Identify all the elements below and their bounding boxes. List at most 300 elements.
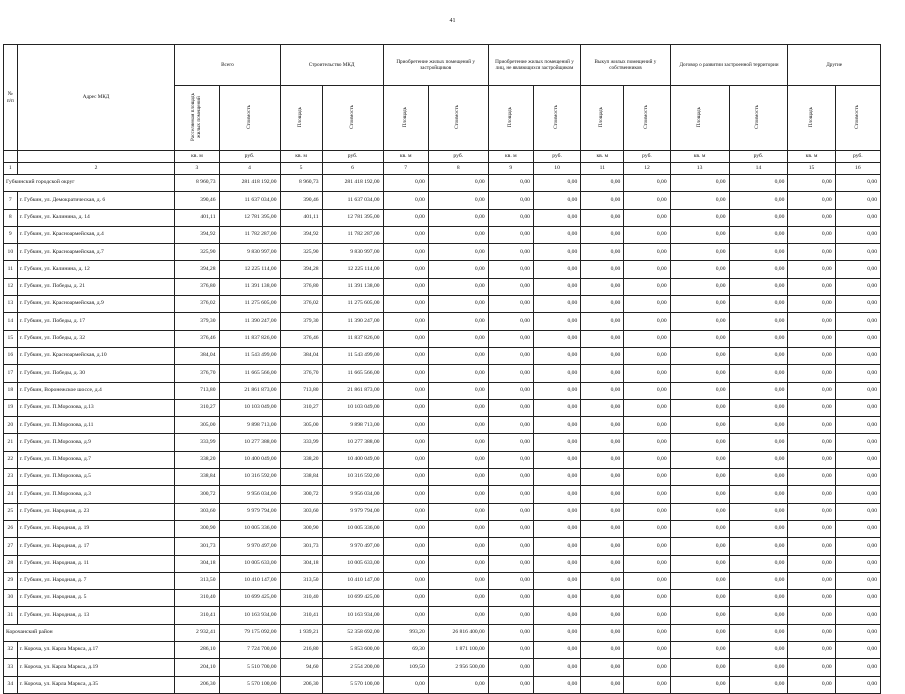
value-cell: 0,00 [581,313,624,330]
unit-cell: руб. [428,151,488,163]
value-cell: 0,00 [729,469,788,486]
value-cell: 0,00 [533,503,580,520]
value-cell: 0,00 [624,261,670,278]
value-cell: 286,10 [175,642,219,659]
value-cell: 0,00 [624,451,670,468]
value-cell: 0,00 [488,503,533,520]
value-cell: 0,00 [788,278,835,295]
row-address: г. Губкин, ул. Красноармейская, д.10 [17,347,175,364]
row-address: г. Губкин, ул. Народная, д. 17 [17,538,175,555]
header-subcolumn-label: Стоимость [643,104,649,129]
value-cell: 0,00 [788,607,835,624]
value-cell: 10 163 934,00 [219,607,280,624]
value-cell: 0,00 [428,417,488,434]
value-cell: 401,11 [280,209,322,226]
value-cell: 401,11 [175,209,219,226]
value-cell: 0,00 [533,642,580,659]
value-cell: 0,00 [488,192,533,209]
value-cell: 0,00 [624,399,670,416]
value-cell: 0,00 [624,503,670,520]
header-subcolumn-label: Площадь [506,106,513,127]
value-cell: 69,30 [383,642,428,659]
value-cell: 10 410 147,00 [322,572,383,589]
table-row [4,226,881,243]
unit-cell: кв. м [383,151,428,163]
row-address: г. Губкин, ул. П.Морозова, д.9 [17,434,175,451]
value-cell: 301,73 [280,538,322,555]
value-cell: 0,00 [428,520,488,537]
value-cell: 338,84 [175,469,219,486]
header-subcolumn [322,86,383,151]
value-cell: 0,00 [670,503,729,520]
value-cell: 384,04 [280,347,322,364]
value-cell: 0,00 [624,347,670,364]
value-cell: 0,00 [788,261,835,278]
value-cell: 0,00 [533,313,580,330]
value-cell: 0,00 [581,676,624,693]
value-cell: 0,00 [624,676,670,693]
value-cell: 0,00 [835,278,880,295]
value-cell: 0,00 [428,382,488,399]
value-cell: 0,00 [383,434,428,451]
value-cell: 12 781 395,00 [322,209,383,226]
row-number: 30 [4,590,18,607]
value-cell: 0,00 [835,296,880,313]
row-number: 14 [4,313,18,330]
value-cell: 0,00 [383,572,428,589]
value-cell: 11 275 605,00 [322,296,383,313]
header-subcolumn [280,86,322,151]
value-cell: 0,00 [624,590,670,607]
value-cell: 0,00 [835,175,880,192]
value-cell: 8 960,73 [175,175,219,192]
row-number: 21 [4,434,18,451]
value-cell: 11 837 826,00 [219,330,280,347]
value-cell: 10 005 336,00 [219,520,280,537]
value-cell: 0,00 [533,226,580,243]
value-cell: 0,00 [835,555,880,572]
header-row-column-numbers [4,163,881,175]
value-cell: 0,00 [581,175,624,192]
value-cell: 5 570 100,00 [322,676,383,693]
value-cell: 0,00 [788,434,835,451]
value-cell: 0,00 [581,624,624,641]
value-cell: 0,00 [729,434,788,451]
value-cell: 304,18 [175,555,219,572]
value-cell: 310,27 [175,399,219,416]
value-cell: 0,00 [488,642,533,659]
value-cell: 0,00 [488,313,533,330]
unit-cell-empty [17,151,175,163]
value-cell: 313,50 [175,572,219,589]
row-address: г. Губкин, ул. Победы, д. 32 [17,330,175,347]
value-cell: 390,46 [175,192,219,209]
value-cell: 2 956 500,00 [428,659,488,676]
value-cell: 206,30 [280,676,322,693]
value-cell: 281 418 192,00 [219,175,280,192]
row-number: 7 [4,192,18,209]
value-cell: 0,00 [488,538,533,555]
row-number: 11 [4,261,18,278]
value-cell: 0,00 [729,296,788,313]
value-cell: 0,00 [488,296,533,313]
value-cell: 0,00 [670,451,729,468]
table-row [4,278,881,295]
value-cell: 0,00 [835,330,880,347]
value-cell: 0,00 [729,365,788,382]
unit-cell: руб. [624,151,670,163]
value-cell: 0,00 [729,399,788,416]
value-cell: 0,00 [488,382,533,399]
value-cell: 0,00 [788,347,835,364]
value-cell: 0,00 [835,503,880,520]
header-subcolumn [729,86,788,151]
value-cell: 0,00 [383,278,428,295]
row-address: г. Губкин, ул. Красноармейская, д.4 [17,226,175,243]
value-cell: 0,00 [624,538,670,555]
value-cell: 0,00 [624,365,670,382]
value-cell: 0,00 [729,244,788,261]
table-row [4,347,881,364]
row-address: г. Губкин, ул. Красноармейская, д.9 [17,296,175,313]
table-row [4,659,881,676]
value-cell: 0,00 [428,278,488,295]
value-cell: 0,00 [835,209,880,226]
row-address: г. Губкин, ул. Народная, д. 23 [17,503,175,520]
value-cell: 0,00 [624,278,670,295]
district-name: Губкинский городской округ [4,175,175,192]
value-cell: 11 391 138,00 [219,278,280,295]
table-row [4,296,881,313]
row-address: г. Губкин, ул. Народная, д. 11 [17,555,175,572]
row-number: 26 [4,520,18,537]
value-cell: 10 316 592,00 [322,469,383,486]
value-cell: 0,00 [624,642,670,659]
value-cell: 0,00 [835,590,880,607]
value-cell: 0,00 [670,486,729,503]
value-cell: 0,00 [729,347,788,364]
row-address: г. Губкин, ул. П.Морозова, д.3 [17,486,175,503]
table-row [4,313,881,330]
value-cell: 0,00 [533,417,580,434]
value-cell: 0,00 [581,226,624,243]
value-cell: 310,27 [280,399,322,416]
value-cell: 0,00 [428,469,488,486]
header-subcolumn [533,86,580,151]
value-cell: 0,00 [624,659,670,676]
value-cell: 0,00 [624,313,670,330]
value-cell: 310,40 [280,590,322,607]
value-cell: 11 637 034,00 [322,192,383,209]
value-cell: 0,00 [581,555,624,572]
column-number: 6 [322,163,383,175]
value-cell: 0,00 [581,642,624,659]
value-cell: 9 979 794,00 [322,503,383,520]
row-number: 13 [4,296,18,313]
value-cell: 0,00 [581,538,624,555]
value-cell: 0,00 [835,261,880,278]
column-number: 12 [624,163,670,175]
value-cell: 394,28 [280,261,322,278]
value-cell: 0,00 [788,520,835,537]
value-cell: 333,99 [175,434,219,451]
value-cell: 0,00 [383,244,428,261]
value-cell: 281 418 192,00 [322,175,383,192]
value-cell: 0,00 [533,175,580,192]
value-cell: 0,00 [488,330,533,347]
header-subcolumn-label: Площадь [695,106,702,127]
row-address: г. Короча, ул. Карла Маркса, д.19 [17,659,175,676]
value-cell: 0,00 [428,399,488,416]
value-cell: 0,00 [533,624,580,641]
value-cell: 0,00 [428,244,488,261]
value-cell: 0,00 [624,226,670,243]
value-cell: 0,00 [533,261,580,278]
value-cell: 0,00 [788,642,835,659]
column-number: 15 [788,163,835,175]
header-group: Другие [788,45,881,86]
unit-cell: кв. м [788,151,835,163]
value-cell: 0,00 [383,607,428,624]
value-cell: 0,00 [835,382,880,399]
row-number: 29 [4,572,18,589]
value-cell: 0,00 [788,382,835,399]
row-address: г. Губкин, ул. Калинина, д. 14 [17,209,175,226]
row-number: 8 [4,209,18,226]
value-cell: 0,00 [488,520,533,537]
row-number: 20 [4,417,18,434]
value-cell: 0,00 [835,365,880,382]
value-cell: 0,00 [670,417,729,434]
value-cell: 9 979 794,00 [219,503,280,520]
value-cell: 0,00 [835,192,880,209]
column-number: 8 [428,163,488,175]
value-cell: 0,00 [624,244,670,261]
value-cell: 0,00 [624,520,670,537]
value-cell: 0,00 [428,261,488,278]
value-cell: 0,00 [624,330,670,347]
column-number: 1 [4,163,18,175]
value-cell: 376,46 [175,330,219,347]
value-cell: 0,00 [835,399,880,416]
value-cell: 0,00 [729,278,788,295]
table-row [4,261,881,278]
value-cell: 0,00 [488,451,533,468]
value-cell: 0,00 [835,642,880,659]
value-cell: 0,00 [383,486,428,503]
value-cell: 0,00 [428,365,488,382]
table-row [4,607,881,624]
row-number: 24 [4,486,18,503]
table-row [4,330,881,347]
value-cell: 0,00 [581,382,624,399]
value-cell: 0,00 [428,209,488,226]
value-cell: 0,00 [383,417,428,434]
header-group: Выкуп жилых помещений у собственников [581,45,670,86]
value-cell: 0,00 [788,226,835,243]
value-cell: 0,00 [835,486,880,503]
column-number: 4 [219,163,280,175]
header-group: Приобретение жилых помещений у застройщиков [383,45,488,86]
value-cell: 0,00 [581,278,624,295]
value-cell: 94,60 [280,659,322,676]
value-cell: 0,00 [670,607,729,624]
value-cell: 0,00 [788,538,835,555]
value-cell: 0,00 [533,590,580,607]
value-cell: 394,92 [280,226,322,243]
value-cell: 0,00 [488,486,533,503]
value-cell: 0,00 [729,572,788,589]
value-cell: 0,00 [788,296,835,313]
value-cell: 0,00 [624,382,670,399]
column-number: 5 [280,163,322,175]
value-cell: 0,00 [835,469,880,486]
value-cell: 0,00 [488,261,533,278]
value-cell: 0,00 [729,520,788,537]
header-subcolumn-label: Площадь [598,106,605,127]
value-cell: 9 956 034,00 [322,486,383,503]
row-address: г. Губкин, ул. Победы, д. 30 [17,365,175,382]
value-cell: 0,00 [788,659,835,676]
value-cell: 0,00 [488,209,533,226]
value-cell: 0,00 [835,676,880,693]
row-number: 22 [4,451,18,468]
header-row-units [4,151,881,163]
value-cell: 0,00 [488,278,533,295]
value-cell: 0,00 [729,451,788,468]
value-cell: 394,92 [175,226,219,243]
value-cell: 206,30 [175,676,219,693]
value-cell: 313,50 [280,572,322,589]
value-cell: 0,00 [581,330,624,347]
value-cell: 0,00 [428,572,488,589]
value-cell: 376,46 [280,330,322,347]
value-cell: 0,00 [670,382,729,399]
value-cell: 0,00 [581,209,624,226]
value-cell: 0,00 [835,417,880,434]
table-row [4,503,881,520]
row-number: 19 [4,399,18,416]
row-number: 27 [4,538,18,555]
value-cell: 109,50 [383,659,428,676]
value-cell: 0,00 [428,538,488,555]
value-cell: 304,18 [280,555,322,572]
header-subcolumn [581,86,624,151]
value-cell: 0,00 [581,192,624,209]
value-cell: 11 665 566,00 [219,365,280,382]
value-cell: 0,00 [383,590,428,607]
value-cell: 216,80 [280,642,322,659]
value-cell: 300,90 [280,520,322,537]
header-group: Строительство МКД [280,45,383,86]
value-cell: 0,00 [428,676,488,693]
value-cell: 0,00 [729,642,788,659]
value-cell: 0,00 [581,434,624,451]
value-cell: 0,00 [624,417,670,434]
value-cell: 0,00 [533,330,580,347]
value-cell: 0,00 [581,469,624,486]
value-cell: 8 960,73 [280,175,322,192]
header-group: Приобретение жилых помещений у лиц, не являющихся застройщиком [488,45,581,86]
value-cell: 11 782 287,00 [219,226,280,243]
value-cell: 0,00 [581,520,624,537]
row-address: г. Губкин, ул. Калинина, д. 12 [17,261,175,278]
value-cell: 0,00 [383,538,428,555]
header-subcolumn [488,86,533,151]
value-cell: 333,99 [280,434,322,451]
value-cell: 376,80 [175,278,219,295]
value-cell: 0,00 [488,469,533,486]
value-cell: 0,00 [835,624,880,641]
value-cell: 379,30 [175,313,219,330]
value-cell: 0,00 [488,417,533,434]
value-cell: 713,80 [175,382,219,399]
value-cell: 0,00 [533,244,580,261]
value-cell: 0,00 [788,590,835,607]
table-row [4,642,881,659]
value-cell: 0,00 [533,382,580,399]
value-cell: 12 225 114,00 [219,261,280,278]
value-cell: 0,00 [428,607,488,624]
value-cell: 9 970 497,00 [219,538,280,555]
value-cell: 10 277 388,00 [219,434,280,451]
value-cell: 10 103 049,00 [322,399,383,416]
value-cell: 0,00 [729,226,788,243]
value-cell: 1 871 100,00 [428,642,488,659]
header-subcolumn [624,86,670,151]
value-cell: 9 970 497,00 [322,538,383,555]
value-cell: 0,00 [533,659,580,676]
header-address: Адрес МКД [17,45,175,151]
header-subcolumn-label: Стоимость [553,104,560,129]
value-cell: 0,00 [581,503,624,520]
row-number: 34 [4,676,18,693]
value-cell: 0,00 [428,226,488,243]
value-cell: 0,00 [488,365,533,382]
value-cell: 11 543 499,00 [322,347,383,364]
value-cell: 0,00 [670,296,729,313]
column-number: 2 [17,163,175,175]
value-cell: 0,00 [383,330,428,347]
value-cell: 79 175 092,00 [219,624,280,641]
value-cell: 5 510 700,00 [219,659,280,676]
value-cell: 0,00 [788,451,835,468]
value-cell: 0,00 [670,642,729,659]
row-number: 31 [4,607,18,624]
district-name: Корочанский район [4,624,175,641]
value-cell: 0,00 [488,607,533,624]
value-cell: 376,02 [280,296,322,313]
row-number: 12 [4,278,18,295]
value-cell: 0,00 [835,434,880,451]
value-cell: 0,00 [788,330,835,347]
row-number: 23 [4,469,18,486]
table-body [4,175,881,694]
value-cell: 338,20 [175,451,219,468]
value-cell: 0,00 [533,365,580,382]
table-row [4,244,881,261]
table-row [4,192,881,209]
value-cell: 713,80 [280,382,322,399]
value-cell: 0,00 [383,365,428,382]
value-cell: 0,00 [670,313,729,330]
value-cell: 0,00 [835,659,880,676]
value-cell: 2 932,41 [175,624,219,641]
value-cell: 0,00 [581,572,624,589]
row-address: г. Губкин, ул. Народная, д. 5 [17,590,175,607]
row-address: г. Короча, ул. Карла Маркса, д.35 [17,676,175,693]
value-cell: 0,00 [581,244,624,261]
